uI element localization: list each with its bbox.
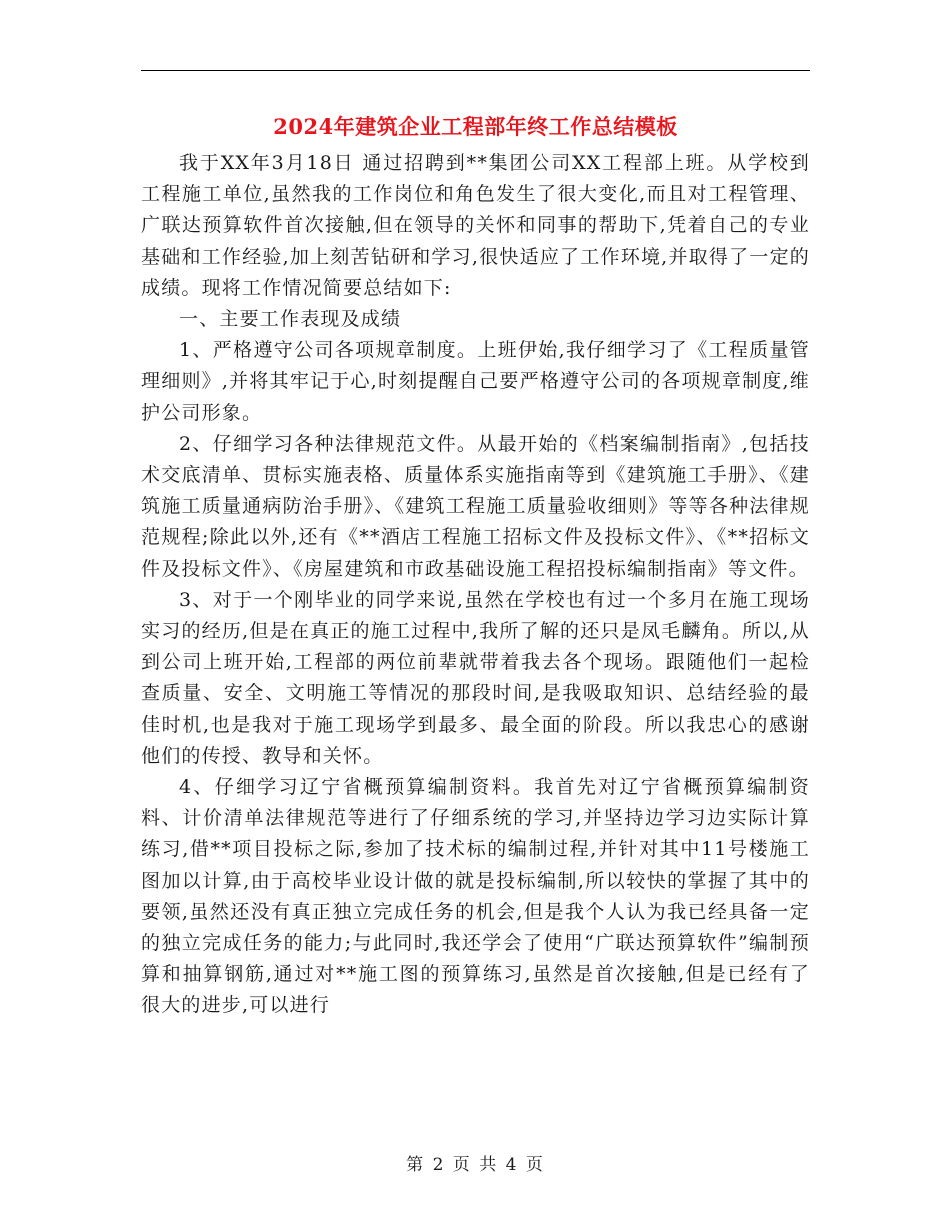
paragraph-item-3: 3、对于一个刚毕业的同学来说,虽然在学校也有过一个多月在施工现场实习的经历,但是在真正的施工过程中,我所了解的还只是凤毛麟角。所以,从到公司上班开始,工程部的两位前辈就带着我去各个现场。跟随他们一起检查质量、安全、文明施工等情况的那段时间,是我吸取知识、总结经验的最佳时机,也是我对于施工现场学到最多、最全面的阶段。所以我忠心的感谢他们的传授、教导和关怀。 <box>141 588 810 767</box>
paragraph-item-2: 2、仔细学习各种法律规范文件。从最开始的《档案编制指南》,包括技术交底清单、贯标实施表格、质量体系实施指南等到《建筑施工手册》、《建筑施工质量通病防治手册》、《建筑工程施工质量验收细则》等等各种法律规范规程;除此以外,还有《**酒店工程施工招标文件及投标文件》、《**招标文件及投标文件》、《房屋建筑和市政基础设施工程招投标编制指南》等文件。 <box>141 432 810 580</box>
paragraph-item-4: 4、仔细学习辽宁省概预算编制资料。我首先对辽宁省概预算编制资料、计价清单法律规范等进行了仔细系统的学习,并坚持边学习边实际计算练习,借**项目投标之际,参加了技术标的编制过程,并针对其中11号楼施工图加以计算,由于高校毕业设计做的就是投标编制,所以较快的掌握了其中的要领,虽然还没有真正独立完成任务的机会,但是我个人认为我已经具备一定的独立完成任务的能力;与此同时,我还学会了使用“广联达预算软件”编制预算和抽算钢筋,通过对**施工图的预算练习,虽然是首次接触,但是已经有了很大的进步,可以进行 <box>141 776 810 1017</box>
paragraph-intro: 我于XX年3月18日 通过招聘到**集团公司XX工程部上班。从学校到工程施工单位,虽然我的工作岗位和角色发生了很大变化,而且对工程管理、广联达预算软件首次接触,但在领导的关怀和同事的帮助下,凭着自己的专业基础和工作经验,加上刻苦钻研和学习,很快适应了工作环境,并取得了一定的成绩。现将工作情况简要总结如下: <box>141 152 810 299</box>
header-rule <box>141 70 810 71</box>
paragraph-item-1: 1、严格遵守公司各项规章制度。上班伊始,我仔细学习了《工程质量管理细则》,并将其牢记于心,时刻提醒自己要严格遵守公司的各项规章制度,维护公司形象。 <box>141 339 810 424</box>
section-heading: 一、主要工作表现及成绩 <box>179 308 402 331</box>
document-title: 2024年建筑企业工程部年终工作总结模板 <box>273 114 678 139</box>
document-body <box>141 148 810 1022</box>
page-number-footer: 第 2 页 共 4 页 <box>406 1155 545 1175</box>
